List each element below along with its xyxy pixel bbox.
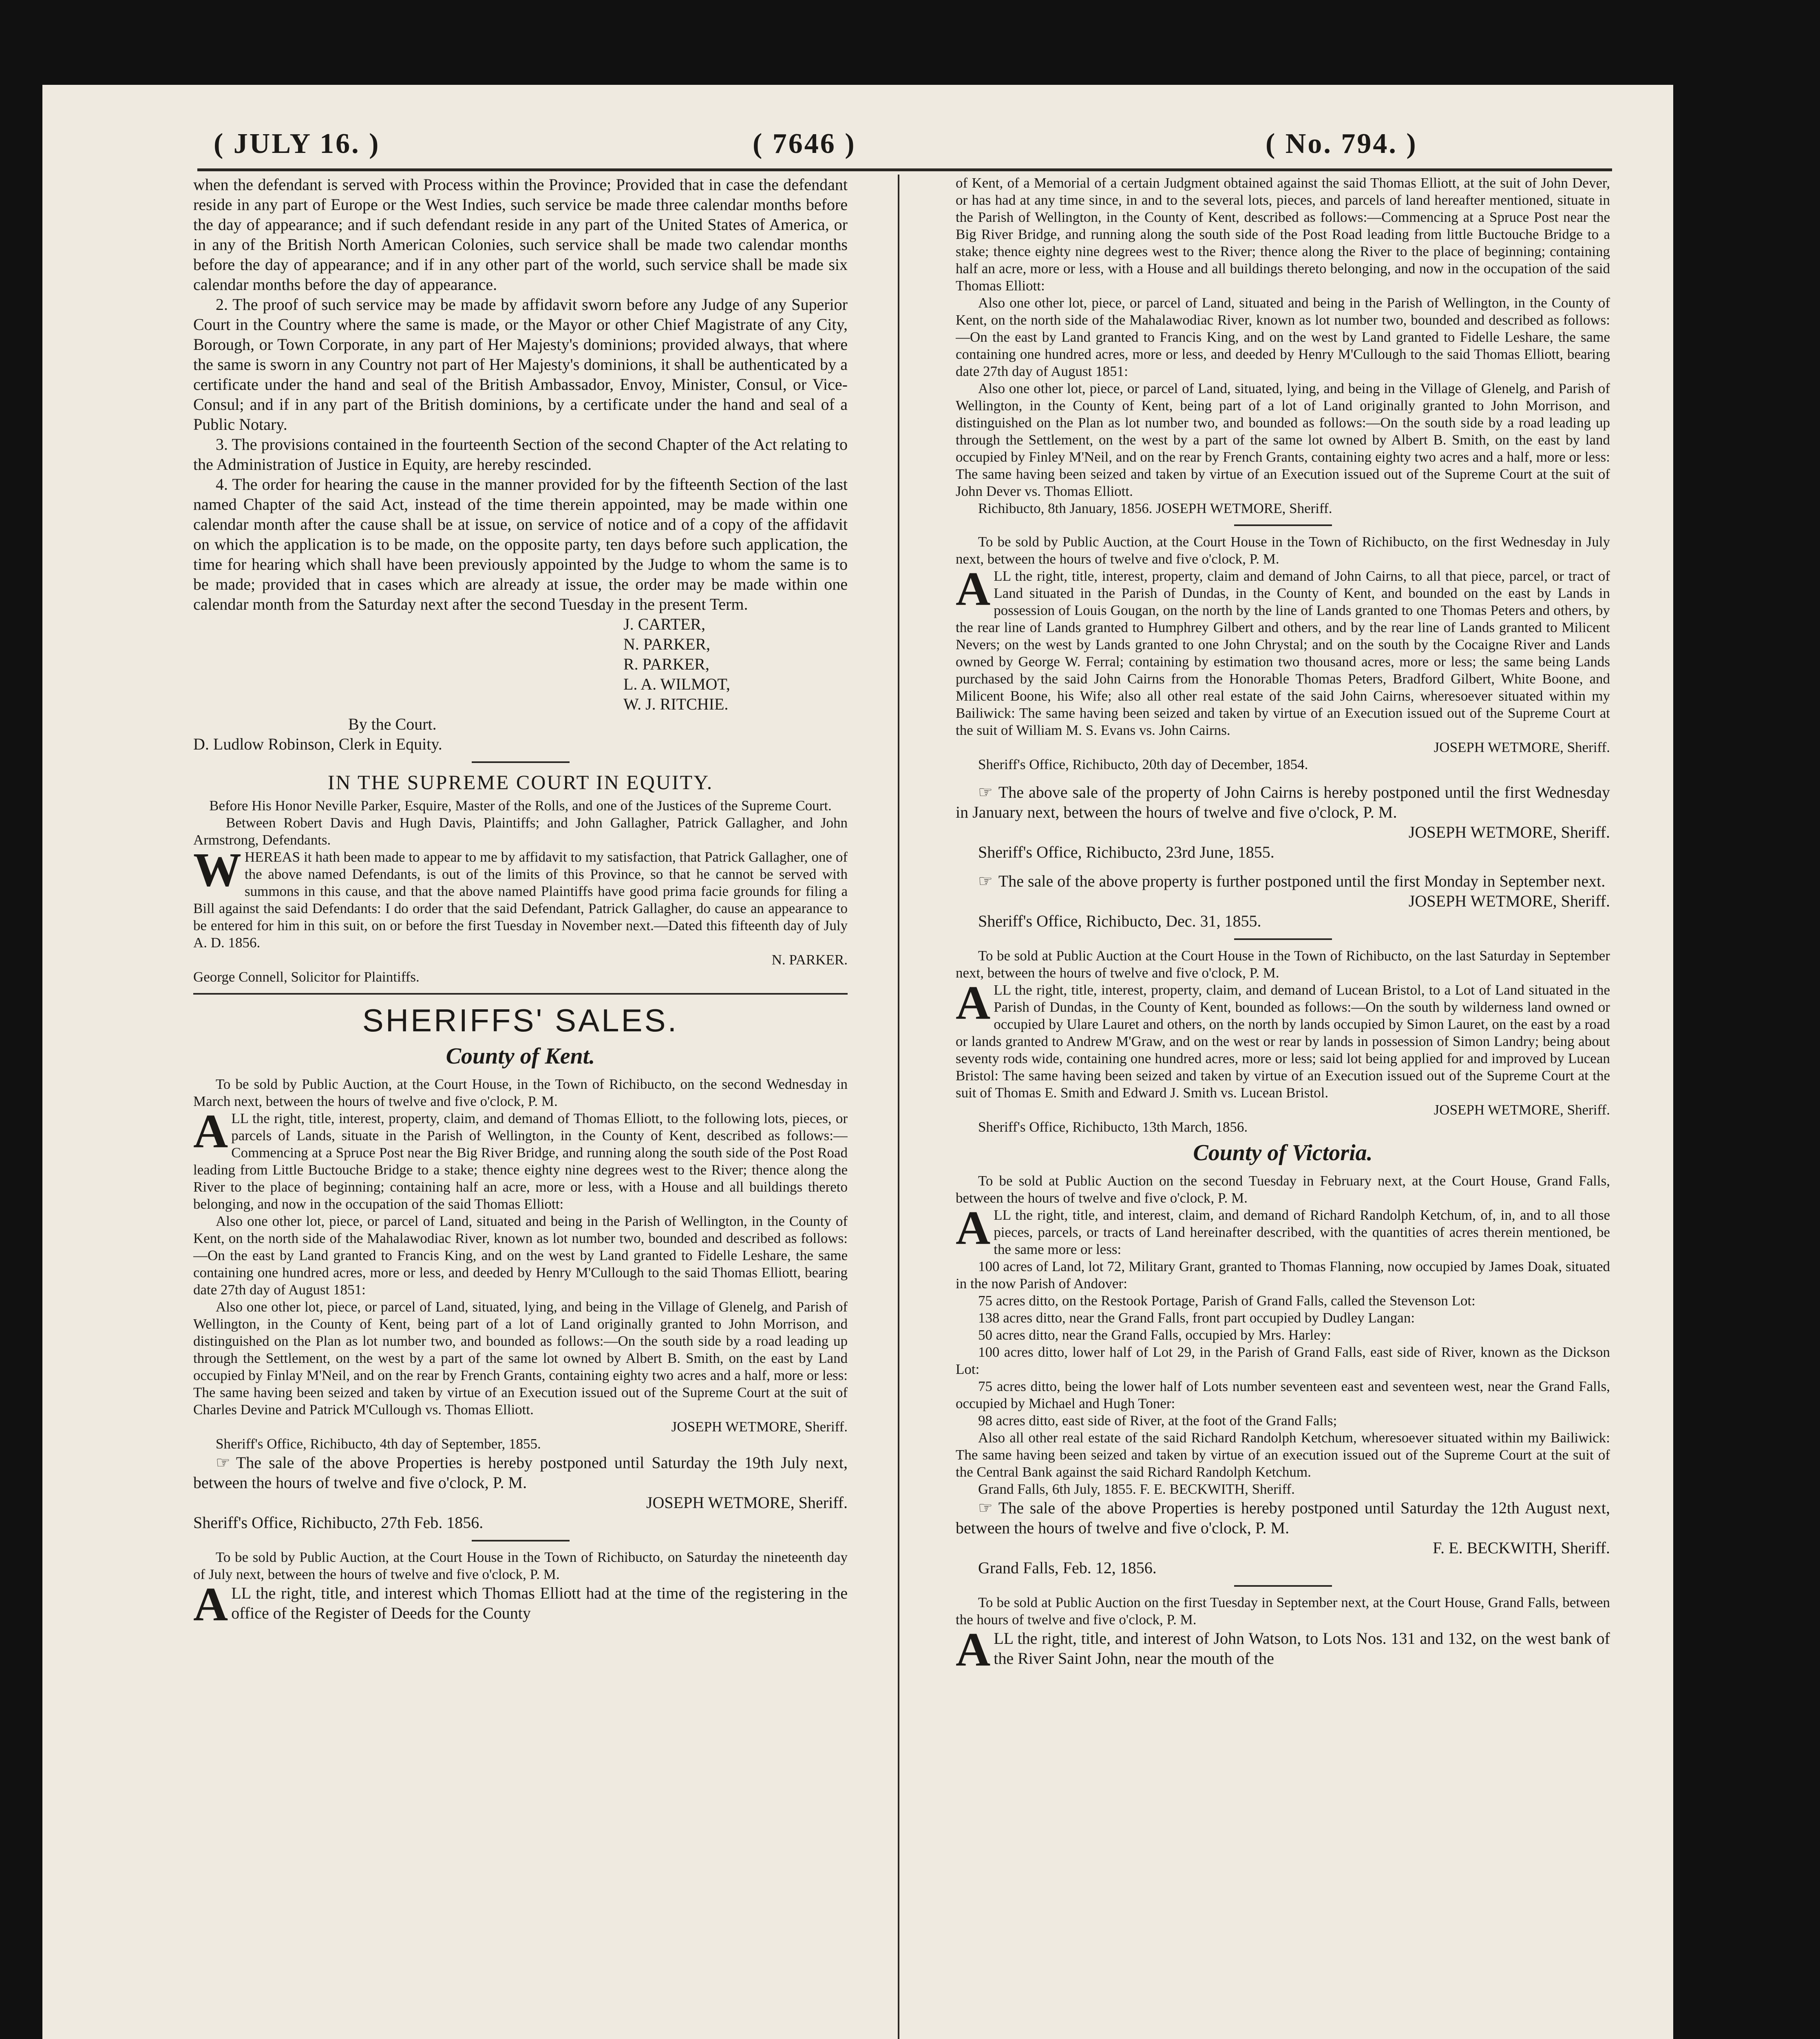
sale-body: LL the right, title, interest, property, claim and demand of John Cairns, to all that piece, parcel, or tract of Land situated in the Parish of Dundas, in the County of Kent, and bounded on the east by Lands in possession of Louis Gougan, on the north by the line of Lands granted to one Thomas Peters and others, by the rear line of Lands granted to Humphrey Gilbert and others, and by the rear line of Lands granted to Milicent Nevers; on the west by Lands granted to one John Chrystal; and on the south by the Cocaigne River and Lands owned by George W. Ferral; containing by estimation two thousand acres, more or less; the same being Lands purchased by the said John Cairns from the Honorable Thomas Peters, Bradford Gilbert, White Boone, and Milicent Boone, his Wife; also all other real estate of the said John Cairns, wheresoever situated within my Bailiwick: The same having been seized and taken by virtue of an Execution issued out of the Supreme Court at the suit of William M. S. Evans vs. John Cairns. bbox=[956, 568, 1610, 738]
before-line: Before His Honor Neville Parker, Esquire, Master of the Rolls, and one of the Justices of the Supreme Court. bbox=[209, 798, 832, 814]
sale-body: LL the right, title, and interest, claim, and demand of Richard Randolph Ketchum, of, in, and to all those pieces, parcels, or tracts of Land hereinafter described, with the quantities of acres therein mentioned, be the same more or less: bbox=[994, 1207, 1610, 1257]
property-item: 75 acres ditto, on the Restook Portage, Parish of Grand Falls, called the Stevenson Lot: bbox=[978, 1293, 1475, 1309]
sheriff-signature: JOSEPH WETMORE, Sheriff. bbox=[646, 1493, 848, 1512]
sale-intro: To be sold at Public Auction on the second Tuesday in February next, at the Court House, Grand Falls, between the hours of twelve and five o'clock, P. M. bbox=[956, 1173, 1610, 1206]
pointing-hand-icon: ☞ bbox=[978, 1499, 993, 1517]
sale-body: LL the right, title, and interest of John Watson, to Lots Nos. 131 and 132, on the west bank of the River Saint John, near the mouth of the bbox=[994, 1629, 1610, 1667]
by-the-court: By the Court. bbox=[348, 715, 437, 733]
notice-divider bbox=[1234, 1585, 1332, 1587]
drop-cap: A bbox=[956, 1201, 991, 1254]
county-kent-heading: County of Kent. bbox=[446, 1044, 595, 1069]
sale-paragraph: Also one other lot, piece, or parcel of Land, situated and being in the Parish of Wellington, in the County of Kent, on the north side of the Mahalawodiac River, known as lot number two, bounded and described as follows:—On the east by Land granted to Francis King, and on the west by Land granted to Fidelle Leshare, the same containing one hundred acres, more or less, and deeded by Henry M'Cullough to the said Thomas Elliott, bearing date 27th day of August 1851: bbox=[956, 295, 1610, 379]
sale-notice bbox=[956, 1623, 1610, 1676]
column-divider bbox=[898, 175, 899, 2039]
postponement-notice: The above sale of the property of John Cairns is hereby postponed until the first Wednesday in January next, between the hours of twelve and five o'clock, P. M. bbox=[956, 783, 1610, 821]
sheriff-signature: Grand Falls, 6th July, 1855. F. E. BECKWITH, Sheriff. bbox=[978, 1481, 1295, 1497]
pointing-hand-icon: ☞ bbox=[978, 872, 993, 890]
parties-line: Between Robert Davis and Hugh Davis, Plaintiffs; and John Gallagher, Patrick Gallagher, and John Armstrong, Defendants. bbox=[193, 815, 848, 848]
judge-name: L. A. WILMOT, bbox=[623, 675, 730, 693]
section-4-paragraph: 4. The order for hearing the cause in the manner provided for by the fifteenth Section of the last named Chapter of the said Act, instead of the time therein appointed, may be made within one calendar month after the cause shall be at issue, on service of notice and of a copy of the affidavit on which the application is to be made, on the opposite party, ten days before such application, the time for hearing which shall have been previously appointed by the Judge to whom the same is to be made; provided that in cases which are already at issue, the order may be made within one calendar month from the Saturday next after the second Tuesday in the present Term. bbox=[193, 475, 848, 613]
sale-intro: To be sold by Public Auction, at the Court House in the Town of Richibucto, on Saturday the nineteenth day of July next, between the hours of twelve and five o'clock, P. M. bbox=[193, 1549, 848, 1582]
sheriff-signature: JOSEPH WETMORE, Sheriff. bbox=[1408, 892, 1610, 910]
drop-cap: W bbox=[193, 843, 241, 896]
sale-body: LL the right, title, interest, property, claim, and demand of Thomas Elliott, to the following lots, pieces, or parcels of Lands, situate in the Parish of Wellington, in the County of Kent, described as follows:—Commencing at a Spruce Post near the Big River Bridge, and running along the south side of the Post Road leading from Little Buctouche Bridge to a stake; thence eighty nine degrees west to the River; thence along the River to the place of beginning; containing half an acre, more or less, with a House and all buildings thereto belonging, and now in the occupation of the said Thomas Elliott: bbox=[193, 1110, 848, 1212]
sheriff-signature: JOSEPH WETMORE, Sheriff. bbox=[1433, 1102, 1610, 1118]
judge-name: J. CARTER, bbox=[623, 615, 705, 633]
judge-signatures bbox=[193, 614, 848, 714]
sale-notice bbox=[956, 976, 1610, 1101]
newspaper-page bbox=[42, 85, 1673, 2039]
drop-cap: A bbox=[956, 562, 991, 615]
judge-name: W. J. RITCHIE. bbox=[623, 695, 729, 713]
property-item: 75 acres ditto, being the lower half of Lots number seventeen east and seventeen west, near the Grand Falls, occupied by Michael and Hugh Toner: bbox=[956, 1378, 1610, 1411]
sale-notice bbox=[193, 1577, 848, 1631]
drop-cap: A bbox=[956, 976, 991, 1029]
postponement-notice: The sale of the above Properties is hereby postponed until Saturday the 19th July next, between the hours of twelve and five o'clock, P. M. bbox=[193, 1453, 848, 1492]
property-item: 100 acres of Land, lot 72, Military Grant, granted to Thomas Flanning, now occupied by James Doak, situated in the now Parish of Andover: bbox=[956, 1258, 1610, 1292]
sale-intro: To be sold at Public Auction on the first Tuesday in September next, at the Court House, Grand Falls, between the hours of twelve and five o'clock, P. M. bbox=[956, 1594, 1610, 1628]
sheriff-office-line: Grand Falls, Feb. 12, 1856. bbox=[978, 1559, 1157, 1577]
property-item: 50 acres ditto, near the Grand Falls, occupied by Mrs. Harley: bbox=[978, 1327, 1331, 1343]
sale-intro: To be sold at Public Auction at the Court House in the Town of Richibucto, on the last Saturday in September next, between the hours of twelve and five o'clock, P. M. bbox=[956, 948, 1610, 981]
pointing-hand-icon: ☞ bbox=[978, 783, 993, 801]
section-divider bbox=[193, 993, 848, 995]
property-item: 98 acres ditto, east side of River, at the foot of the Grand Falls; bbox=[978, 1413, 1337, 1429]
sheriff-signature: JOSEPH WETMORE, Sheriff. bbox=[1408, 823, 1610, 841]
whereas-notice bbox=[193, 843, 848, 951]
notice-divider bbox=[1234, 938, 1332, 940]
property-item: Also all other real estate of the said Richard Randolph Ketchum, wheresoever situated within my Bailiwick: The same having been seized and taken by virtue of an execution issued out of the Supreme Court at the suit of the Central Bank against the said Richard Randolph Ketchum. bbox=[956, 1430, 1610, 1480]
ornament-divider bbox=[472, 761, 570, 763]
drop-cap: A bbox=[956, 1623, 991, 1676]
sheriff-signature: JOSEPH WETMORE, Sheriff. bbox=[671, 1419, 848, 1435]
continued-paragraph: of Kent, of a Memorial of a certain Judgment obtained against the said Thomas Elliott, at the suit of John Dever, or has had at any time since, in and to the several lots, pieces, and parcels of land hereafter mentioned, situate in the Parish of Wellington, in the County of Kent, described as follows:—Commencing at a Spruce Post near the Big River Bridge, and running along the south side of the Post Road leading from little Buctouche Bridge to a stake; thence eighty nine degrees west to the River; thence along the River to the place of beginning; containing half an acre, more or less, with a House and all buildings thereto belonging, and now in the occupation of the said Thomas Elliott: bbox=[956, 175, 1610, 294]
sheriff-signature: F. E. BECKWITH, Sheriff. bbox=[1433, 1539, 1610, 1557]
judge-name: N. PARKER, bbox=[623, 635, 711, 653]
sheriff-office-line: Sheriff's Office, Richibucto, 13th March, 1856. bbox=[978, 1119, 1248, 1135]
sale-intro: To be sold by Public Auction, at the Court House in the Town of Richibucto, on the first Wednesday in July next, between the hours of twelve and five o'clock, P. M. bbox=[956, 534, 1610, 567]
header-issue-number: ( No. 794. ) bbox=[1266, 128, 1418, 159]
sheriffs-sales-heading: SHERIFFS' SALES. bbox=[362, 1002, 679, 1038]
postponement-notice: The sale of the above Properties is hereby postponed until Saturday the 12th August next, between the hours of twelve and five o'clock, P. M. bbox=[956, 1499, 1610, 1537]
sheriff-signature: Richibucto, 8th January, 1856. JOSEPH WETMORE, Sheriff. bbox=[978, 500, 1332, 516]
right-column bbox=[956, 175, 1610, 2039]
postponement-notice: The sale of the above property is further postponed until the first Monday in September next. bbox=[998, 872, 1606, 890]
county-victoria-heading: County of Victoria. bbox=[1193, 1140, 1373, 1165]
judge-name: R. PARKER, bbox=[623, 655, 709, 673]
sale-paragraph: Also one other lot, piece, or parcel of Land, situated, lying, and being in the Village of Glenelg, and Parish of Wellington, in the County of Kent, being part of a lot of Land originally granted to John Morrison, and distinguished on the Plan as lot number two, and bounded as follows:—On the south side by a road leading up through the Settlement, on the west by a part of the same lot owned by Albert B. Smith, on the east by land occupied by Finley M'Neil, and on the rear by French Grants, containing eighty two acres and a half, more or less: The same having been seized and taken by virtue of an Execution issued out of the Supreme Court at the suit of John Dever vs. Thomas Elliott. bbox=[956, 380, 1610, 499]
sale-intro: To be sold by Public Auction, at the Court House, in the Town of Richibucto, on the second Wednesday in March next, between the hours of twelve and five o'clock, P. M. bbox=[193, 1076, 848, 1109]
drop-cap: A bbox=[193, 1577, 228, 1631]
header-date: ( JULY 16. ) bbox=[214, 128, 380, 159]
sheriff-signature: JOSEPH WETMORE, Sheriff. bbox=[1433, 739, 1610, 755]
sheriff-office-line: Sheriff's Office, Richibucto, 27th Feb. 1856. bbox=[193, 1513, 484, 1532]
sale-notice bbox=[956, 1201, 1610, 1258]
sale-notice bbox=[193, 1104, 848, 1213]
whereas-text: HEREAS it hath been made to appear to me by affidavit to my satisfaction, that Patrick Gallagher, one of the above named Defendants, is out of the limits of this Province, so that he cannot be served with summons in this cause, and that the above named Plaintiffs have good prima facie grounds for filing a Bill against the said Defendants: I do order that the said Defendant, Patrick Gallagher, do cause an appearance to be entered for him in this suit, on or before the first Tuesday in November next.—Dated this fifteenth day of July A. D. 1856. bbox=[193, 849, 848, 951]
clerk-signature: D. Ludlow Robinson, Clerk in Equity. bbox=[193, 735, 442, 753]
sale-body: LL the right, title, and interest which Thomas Elliott had at the time of the registering in the office of the Register of Deeds for the County bbox=[231, 1584, 848, 1622]
drop-cap: A bbox=[193, 1104, 228, 1158]
sale-paragraph: Also one other lot, piece, or parcel of Land, situated and being in the Parish of Wellington, in the County of Kent, on the north side of the Mahalawodiac River, known as lot number two, bounded and described as follows:—On the east by Land granted to Francis King, and on the west by Land granted to Fidelle Leshare, the same containing one hundred acres, more or less, and deeded by Henry M'Cullough to the said Thomas Elliott, bearing date 27th day of August 1851: bbox=[193, 1213, 848, 1298]
sheriff-office-line: Sheriff's Office, Richibucto, 4th day of September, 1855. bbox=[216, 1436, 541, 1452]
sale-body: LL the right, title, interest, property, claim, and demand of Lucean Bristol, to a Lot of Land situated in the Parish of Dundas, in the County of Kent, bounded as follows:—On the south by wilderness land owned or occupied by Ulare Lauret and others, on the north by lands occupied by Simon Lauret, on the east by a road or lands granted to Andrew M'Graw, and on the west or rear by lands in possession of Simon Landry; being about seventy rods wide, containing one hundred acres, more or less; said lot being applied for and improved by Lucean Bristol: The same having been seized and taken by virtue of an Execution issued out of the Supreme Court at the suit of Thomas E. Smith and Edward J. Smith vs. Lucean Bristol. bbox=[956, 982, 1610, 1101]
sheriff-office-line: Sheriff's Office, Richibucto, 20th day of December, 1854. bbox=[978, 756, 1308, 772]
property-item: 138 acres ditto, near the Grand Falls, front part occupied by Dudley Langan: bbox=[978, 1310, 1415, 1326]
section-3-paragraph: 3. The provisions contained in the fourteenth Section of the second Chapter of the Act relating to the Administration of Justice in Equity, are hereby rescinded. bbox=[193, 435, 848, 473]
header-rule bbox=[197, 168, 1612, 171]
notice-divider bbox=[1234, 524, 1332, 526]
pointing-hand-icon: ☞ bbox=[216, 1453, 230, 1472]
court-heading: IN THE SUPREME COURT IN EQUITY. bbox=[327, 771, 713, 794]
sheriff-office-line: Sheriff's Office, Richibucto, Dec. 31, 1855. bbox=[978, 912, 1261, 930]
sheriff-office-line: Sheriff's Office, Richibucto, 23rd June, 1855. bbox=[978, 843, 1274, 861]
property-item: 100 acres ditto, lower half of Lot 29, in the Parish of Grand Falls, east side of River, known as the Dickson Lot: bbox=[956, 1344, 1610, 1377]
header-page-number: ( 7646 ) bbox=[753, 128, 856, 159]
notice-signature: N. PARKER. bbox=[771, 952, 848, 968]
sale-notice bbox=[956, 562, 1610, 739]
notice-divider bbox=[472, 1540, 570, 1541]
solicitor-line: George Connell, Solicitor for Plaintiffs. bbox=[193, 969, 420, 985]
intro-paragraph: when the defendant is served with Process within the Province; Provided that in case the defendant reside in any part of Europe or the West Indies, such service be made three calendar months before the day of appearance; and if such defendant reside in any part of the United States of America, or in any of the British North American Colonies, such service shall be made two calendar months before the day of appearance; and if in any other part of the world, such service shall be made six calendar months before the day of appearance. bbox=[193, 175, 848, 294]
section-2-paragraph: 2. The proof of such service may be made by affidavit sworn before any Judge of any Superior Court in the Country where the same is made, or the Mayor or other Chief Magistrate of any City, Borough, or Town Corporate, in any part of Her Majesty's dominions; provided always, that where the same is sworn in any Country not part of Her Majesty's dominions, it shall be authenticated by a certificate under the hand and seal of the British Ambassador, Envoy, Minister, Consul, or Vice-Consul; and if in any part of the British dominions, by a certificate under the hand and seal of a Public Notary. bbox=[193, 295, 848, 433]
sale-paragraph: Also one other lot, piece, or parcel of Land, situated, lying, and being in the Village of Glenelg, and Parish of Wellington, in the County of Kent, being part of a lot of Land originally granted to John Morrison, and distinguished on the Plan as lot number two, and bounded as follows:—On the south side by a road leading up through the Settlement, on the west by a part of the same lot owned by Albert B. Smith, on the east by Land occupied by Finlay M'Neil, and on the rear by French Grants, containing eighty two acres and a half, more or less: The same having been seized and taken by virtue of an Execution issued out of the Supreme Court at the suit of Charles Devine and Patrick M'Cullough vs. Thomas Elliott. bbox=[193, 1299, 848, 1418]
left-column bbox=[193, 175, 848, 2039]
